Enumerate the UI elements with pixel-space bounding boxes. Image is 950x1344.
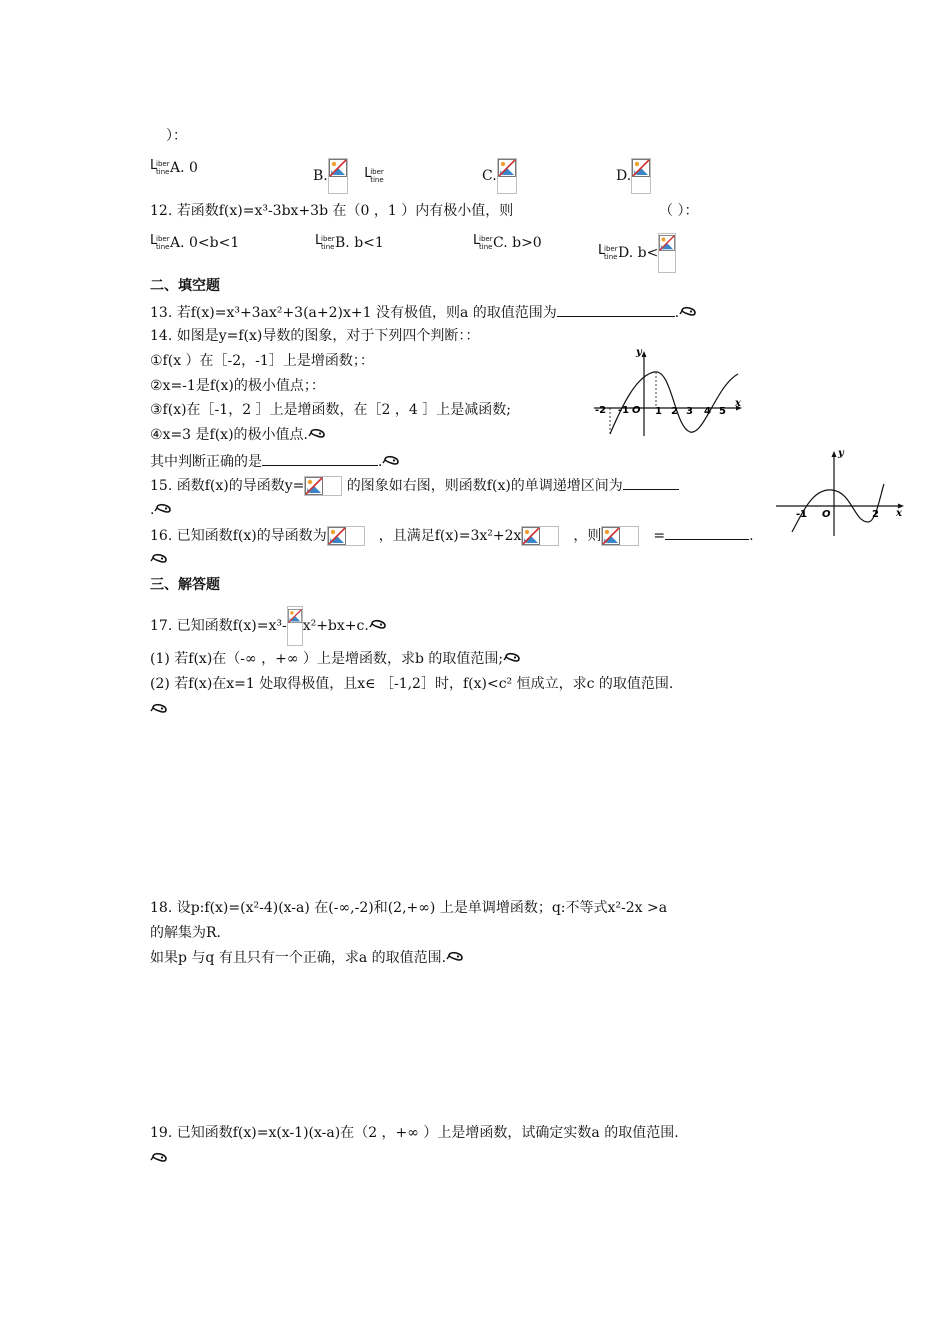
q14-intro: 14. 如图是y=f(x)导数的图象，对于下列四个判断：： <box>150 328 480 344</box>
q17-part-2: (2) 若f(x)在x=1 处取得极值，且x∈ ［-1,2］时，f(x)<c² 恒成立，求c 的取值范围. <box>150 676 674 692</box>
return-hook-icon <box>369 616 389 636</box>
return-hook-icon <box>150 700 170 720</box>
return-hook-icon <box>150 550 170 570</box>
q16: 16. 已知函数f(x)的导函数为 ，且满足f(x)=3x²+2x ，则 = . <box>150 524 754 546</box>
broken-image-icon <box>287 606 303 646</box>
section-heading-solutions: 三、解答题 <box>150 577 220 593</box>
q14-conclusion: 其中判断正确的是 . <box>150 450 402 472</box>
q11-option-b: B. L iber tine <box>313 158 384 194</box>
q17: 17. 已知函数f(x)=x³- x²+bx+c. <box>150 606 389 646</box>
q12-paren: （ ）： <box>659 203 699 219</box>
x-axis-label: x <box>735 398 741 409</box>
q14-item-2: ②x=-1是f(x)的极小值点；： <box>150 378 325 394</box>
q11-option-a: L iber tine A. 0 <box>150 158 198 176</box>
q17-part-1: (1) 若f(x)在（-∞ ，+∞ ）上是增函数，求b 的取值范围; <box>150 649 523 669</box>
q15-line2: . <box>150 500 174 520</box>
tick-label: 2 <box>671 406 678 417</box>
return-hook-icon <box>382 452 402 472</box>
answer-blank <box>262 450 378 466</box>
tick-label: 5 <box>719 406 726 417</box>
liberation-mark-icon: L iber tine <box>364 166 384 184</box>
return-hook-icon <box>150 1149 170 1169</box>
q12-option-a: L iber tine A. 0<b<1 <box>150 233 240 251</box>
liberation-mark-icon: L iber tine <box>598 243 618 261</box>
tick-label: -2 <box>595 405 607 416</box>
derivative-graph-q15 <box>776 446 906 538</box>
broken-image-icon <box>304 476 342 496</box>
q15: 15. 函数f(x)的导函数y= 的图象如右图，则函数f(x)的单调递增区间为 <box>150 474 679 496</box>
return-hook-icon <box>446 948 466 968</box>
broken-image-icon <box>521 526 559 546</box>
tick-label: 3 <box>686 406 693 417</box>
q11-option-c: C. <box>482 158 517 194</box>
section-heading-fill-blank: 二、填空题 <box>150 278 220 294</box>
return-hook-icon <box>503 649 523 669</box>
liberation-mark-icon: L iber tine <box>473 233 493 251</box>
return-hook-icon <box>154 500 174 520</box>
q12-option-c: L iber tine C. b>0 <box>473 233 542 251</box>
q14-item-1: ①f(x ）在［-2，-1］上是增函数；： <box>150 353 374 369</box>
q17-end <box>150 700 170 720</box>
q14-item-4: ④x=3 是f(x)的极小值点. <box>150 425 328 445</box>
q12-option-d: L iber tine D. b< <box>598 233 676 273</box>
q11-option-d: D. <box>616 158 651 194</box>
tick-label: -1 <box>618 405 630 416</box>
broken-image-icon <box>601 526 639 546</box>
q18-line-3: 如果p 与q 有且只有一个正确，求a 的取值范围. <box>150 948 466 968</box>
return-hook-icon <box>308 425 328 445</box>
tick-label: O <box>632 405 641 416</box>
tick-label: O <box>822 509 831 520</box>
broken-image-icon <box>658 233 676 273</box>
y-axis-label: y <box>838 448 844 459</box>
broken-image-icon <box>497 158 517 194</box>
answer-blank <box>557 301 675 317</box>
q12-stem: 12. 若函数f(x)=x³-3bx+3b 在（0 ，1 ）内有极小值，则 <box>150 203 514 219</box>
derivative-graph-q14 <box>592 346 744 438</box>
liberation-mark-icon: L iber tine <box>150 233 170 251</box>
liberation-mark-icon: L iber tine <box>150 158 170 176</box>
return-hook-icon <box>679 303 699 323</box>
q19: 19. 已知函数f(x)=x(x-1)(x-a)在（2 ，+∞ ）上是增函数，试确定实数a 的取值范围. <box>150 1125 679 1141</box>
q11-tail: ）： <box>166 128 187 144</box>
broken-image-icon <box>631 158 651 194</box>
liberation-mark-icon: L iber tine <box>315 233 335 251</box>
tick-label: 4 <box>704 406 711 417</box>
tick-label: 1 <box>655 406 662 417</box>
y-axis-label: y <box>636 347 642 358</box>
x-axis-label: x <box>896 508 902 519</box>
answer-blank <box>623 474 679 490</box>
q14-item-3: ③f(x)在［-1，2 ］上是增函数，在［2 ，4 ］上是减函数; <box>150 402 511 418</box>
q16-end <box>150 550 170 570</box>
q13: 13. 若f(x)=x³+3ax²+3(a+2)x+1 没有极值，则a 的取值范围为 . <box>150 301 699 323</box>
broken-image-icon <box>327 526 365 546</box>
broken-image-icon <box>328 158 348 194</box>
tick-label: -1 <box>796 509 808 520</box>
q18-line-1: 18. 设p:f(x)=(x²-4)(x-a) 在(-∞,-2)和(2,+∞) 上是单调增函数；q:不等式x²-2x >a <box>150 900 668 916</box>
q18-line-2: 的解集为R. <box>150 925 221 941</box>
q12-option-b: L iber tine B. b<1 <box>315 233 384 251</box>
q19-end <box>150 1149 170 1169</box>
tick-label: 2 <box>872 509 879 520</box>
answer-blank <box>665 524 749 540</box>
